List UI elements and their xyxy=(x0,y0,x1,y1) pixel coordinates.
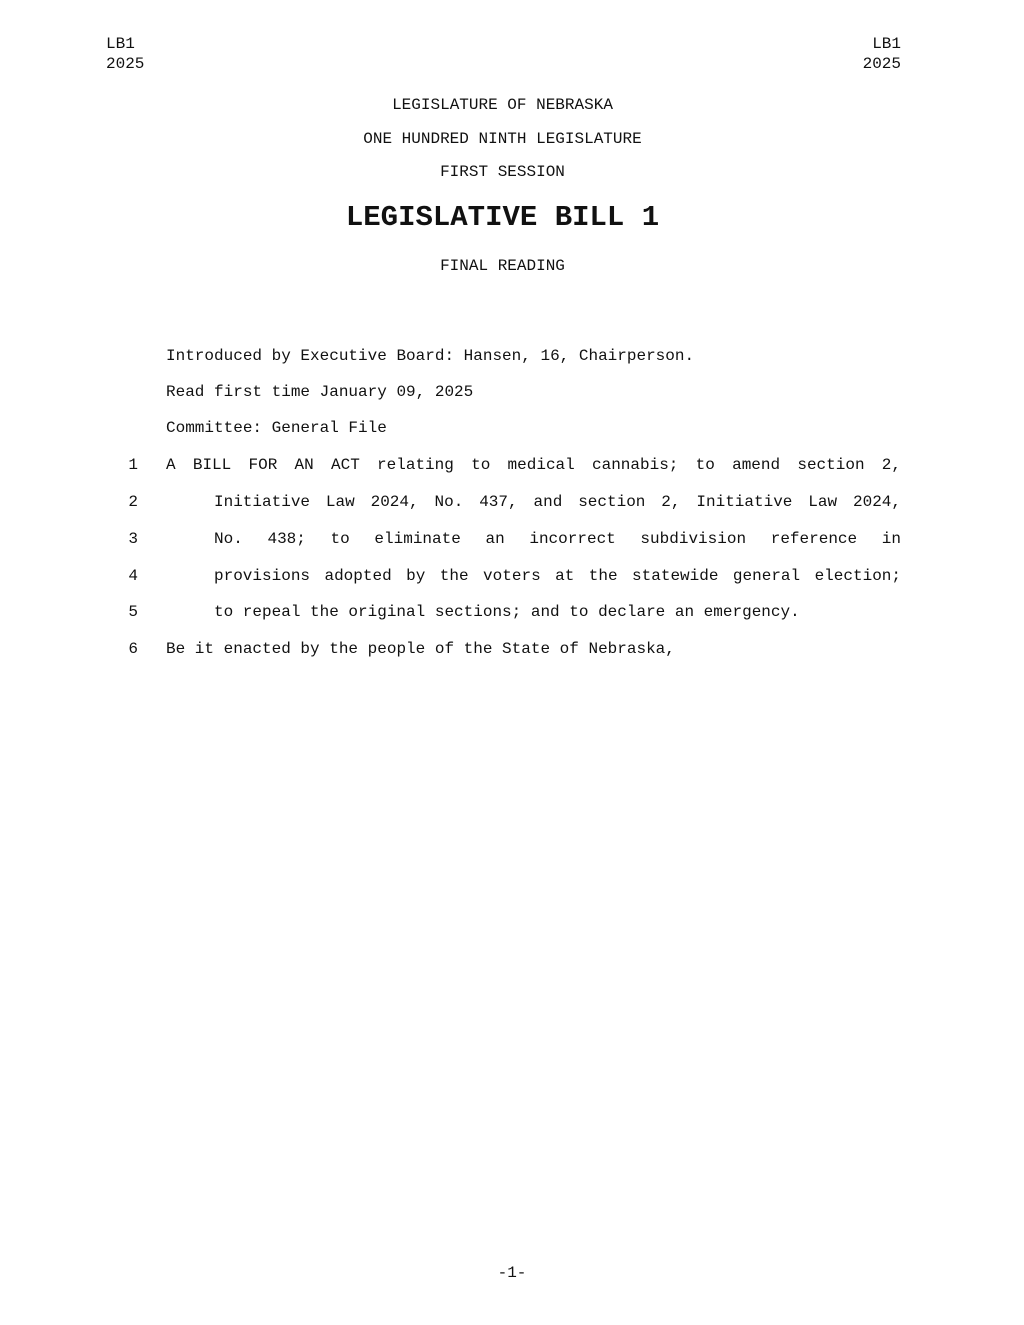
page-number: -1- xyxy=(497,1264,527,1282)
bill-line: to repeal the original sections; and to declare an emergency. xyxy=(214,603,800,621)
header-left-bill: LB1 xyxy=(106,35,135,53)
session-heading: FIRST SESSION xyxy=(440,163,565,181)
session-number-heading: ONE HUNDRED NINTH LEGISLATURE xyxy=(363,130,642,148)
bill-line: Be it enacted by the people of the State of Nebraska, xyxy=(166,640,675,658)
read-first-time: Read first time January 09, 2025 xyxy=(166,383,474,401)
header-right xyxy=(863,34,901,74)
bill-line: Initiative Law 2024, No. 437, and section 2, Initiative Law 2024, xyxy=(214,493,901,511)
bill-line: provisions adopted by the voters at the statewide general election; xyxy=(214,567,901,585)
header-right-year: 2025 xyxy=(862,55,901,73)
reading-heading: FINAL READING xyxy=(440,257,565,275)
line-number: 6 xyxy=(128,640,138,658)
line-number: 4 xyxy=(128,567,138,585)
line-number: 1 xyxy=(128,456,138,474)
header-left xyxy=(106,34,144,74)
header-left-year: 2025 xyxy=(106,55,145,73)
line-number: 3 xyxy=(128,530,138,548)
line-number: 2 xyxy=(128,493,138,511)
legislature-heading: LEGISLATURE OF NEBRASKA xyxy=(392,96,613,114)
header-right-bill: LB1 xyxy=(872,35,901,53)
page-title: LEGISLATIVE BILL 1 xyxy=(345,201,660,234)
committee: Committee: General File xyxy=(166,419,387,437)
bill-line: A BILL FOR AN ACT relating to medical cannabis; to amend section 2, xyxy=(166,456,901,474)
bill-line: No. 438; to eliminate an incorrect subdivision reference in xyxy=(214,530,901,548)
line-number: 5 xyxy=(128,603,138,621)
introduced-by: Introduced by Executive Board: Hansen, 16, Chairperson. xyxy=(166,347,695,365)
